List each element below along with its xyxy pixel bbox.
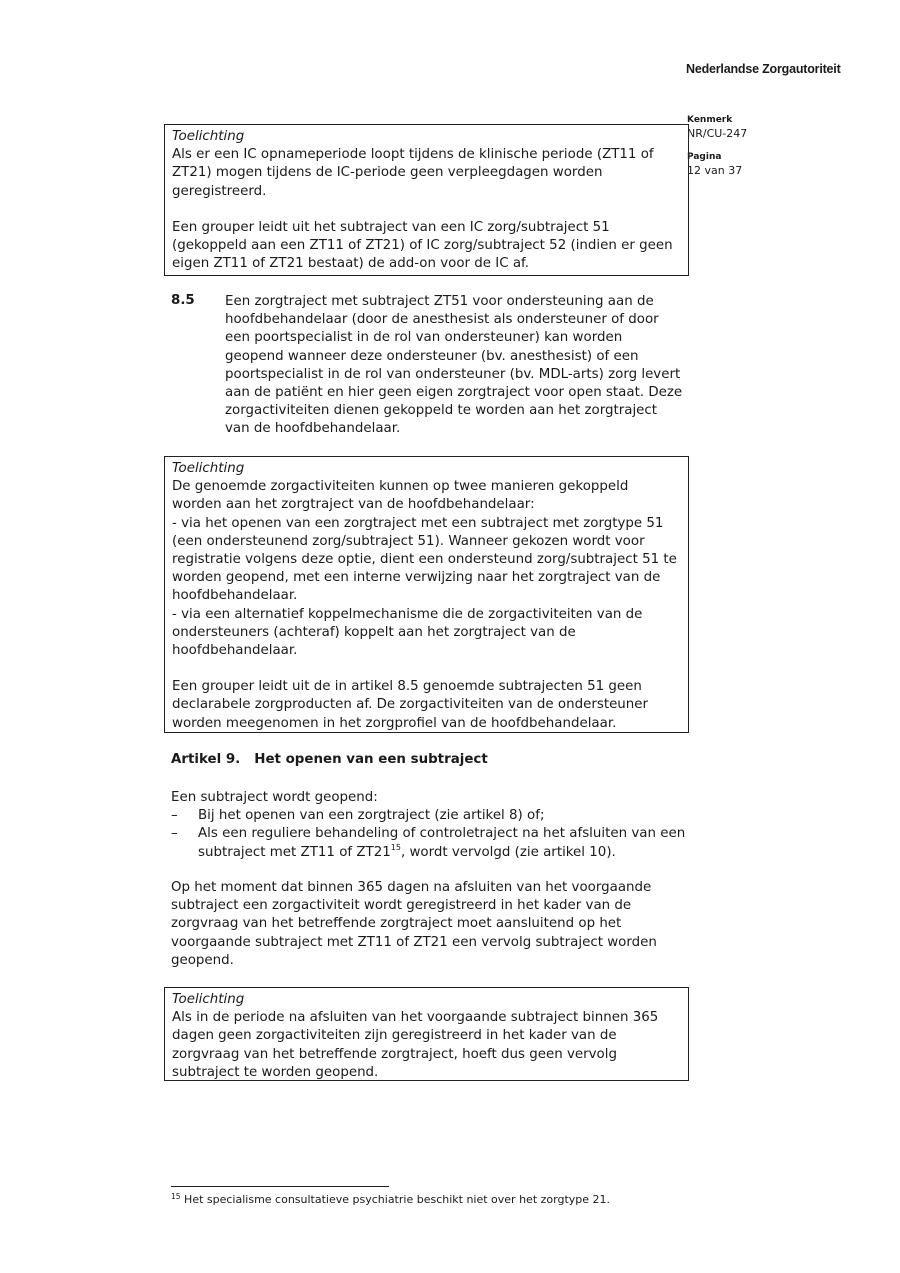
list-item <box>171 807 691 825</box>
box-paragraph: Een grouper leidt uit de in artikel 8.5 genoemde subtrajecten 51 geen declarabele zorgproducten af. De zorgactiviteiten van de ondersteuner worden meegenomen in het zorgprofiel van de hoofdbehandelaar. <box>172 679 649 731</box>
dash-bullet: – <box>171 808 178 824</box>
box-heading: Toelichting <box>172 992 245 1007</box>
box-heading: Toelichting <box>172 461 245 476</box>
dash-bullet: – <box>171 826 178 842</box>
box-option: - via het openen van een zorgtraject met een subtraject met zorgtype 51 (een ondersteunend zorg/subtraject 51). Wanneer gekozen wordt voor registratie volgens deze optie, dient een ondersteund zorg/subtraject 51 te worden geopend, met een interne verwijzing naar het zorgtraject van de hoofdbehandelaar. <box>172 515 677 604</box>
pagina-value: 12 van 37 <box>687 164 743 177</box>
box-paragraph: Als in de periode na afsluiten van het voorgaande subtraject binnen 365 dagen geen zorgactiviteiten zijn geregistreerd in het kader van de zorgvraag van het betreffende zorgtraject, hoeft dus geen vervolg subtraject te worden geopend. <box>172 1010 659 1080</box>
pagina-label: Pagina <box>687 152 722 162</box>
list-intro: Een subtraject wordt geopend: <box>171 790 378 805</box>
toelichting-box-vervolg <box>164 987 689 1081</box>
organization-name: Nederlandse Zorgautoriteit <box>686 62 841 76</box>
list-item-text: Als een reguliere behandeling of controletraject na het afsluiten van een subtraject met ZT11 of ZT21 <box>198 826 686 860</box>
article-9-title: Het openen van een subtraject <box>254 752 488 767</box>
toelichting-box-ic <box>164 124 689 276</box>
box-paragraph: Een grouper leidt uit het subtraject van een IC zorg/subtraject 51 (gekoppeld aan een ZT11 of ZT21) of IC zorg/subtraject 52 (indien er geen eigen ZT11 of ZT21 bestaat) de add-on voor de IC af. <box>172 219 673 272</box>
article-8-5-text: Een zorgtraject met subtraject ZT51 voor ondersteuning aan de hoofdbehandelaar (door de anesthesist als ondersteuner of door een poortspecialist in de rol van ondersteuner) kan worden geopend wanneer deze ondersteuner (bv. anesthesist) of een poortspecialist in de rol van ondersteuner (bv. MDL-arts) zorg levert aan de patiënt en hier geen eigen zorgtraject voor open staat. Deze zorgactiviteiten dienen gekoppeld te worden aan het zorgtraject van de hoofdbehandelaar. <box>225 294 683 437</box>
footnote-divider <box>171 1186 389 1187</box>
article-number: 8.5 <box>171 293 195 308</box>
kenmerk-block <box>687 114 747 141</box>
kenmerk-label: Kenmerk <box>687 115 733 125</box>
footnote-ref[interactable]: 15 <box>390 842 401 852</box>
footnote-number: 15 <box>171 1192 181 1201</box>
list-item <box>171 825 691 861</box>
footnote-text: Het specialisme consultatieve psychiatrie beschikt niet over het zorgtype 21. <box>184 1193 611 1206</box>
box-heading: Toelichting <box>172 129 245 144</box>
article-9-paragraph: Op het moment dat binnen 365 dagen na afsluiten van het voorgaande subtraject een zorgactiviteit wordt geregistreerd in het kader van de zorgvraag van het betreffende zorgtraject moet aansluitend op het voorgaande subtraject met ZT11 of ZT21 een vervolg subtraject worden geopend. <box>171 880 657 968</box>
footnote <box>171 1193 610 1206</box>
box-paragraph: Als er een IC opnameperiode loopt tijdens de klinische periode (ZT11 of ZT21) mogen tijdens de IC-periode geen verpleegdagen worden geregistreerd. <box>172 147 654 199</box>
article-9-label: Artikel 9. <box>171 752 241 767</box>
list-item-text-after: , wordt vervolgd (zie artikel 10). <box>400 844 616 860</box>
article-9-heading <box>171 752 488 767</box>
box-option: - via een alternatief koppelmechanisme die de zorgactiviteiten van de ondersteuners (achteraf) koppelt aan het zorgtraject van de hoofdbehandelaar. <box>172 606 643 659</box>
box-paragraph: De genoemde zorgactiviteiten kunnen op twee manieren gekoppeld worden aan het zorgtraject van de hoofdbehandelaar: <box>172 479 629 513</box>
toelichting-box-koppeling <box>164 456 689 733</box>
kenmerk-value: NR/CU-247 <box>687 127 748 140</box>
list-item-text: Bij het openen van een zorgtraject (zie artikel 8) of; <box>198 808 545 824</box>
article-9-list <box>171 789 691 862</box>
pagina-block <box>687 151 742 178</box>
